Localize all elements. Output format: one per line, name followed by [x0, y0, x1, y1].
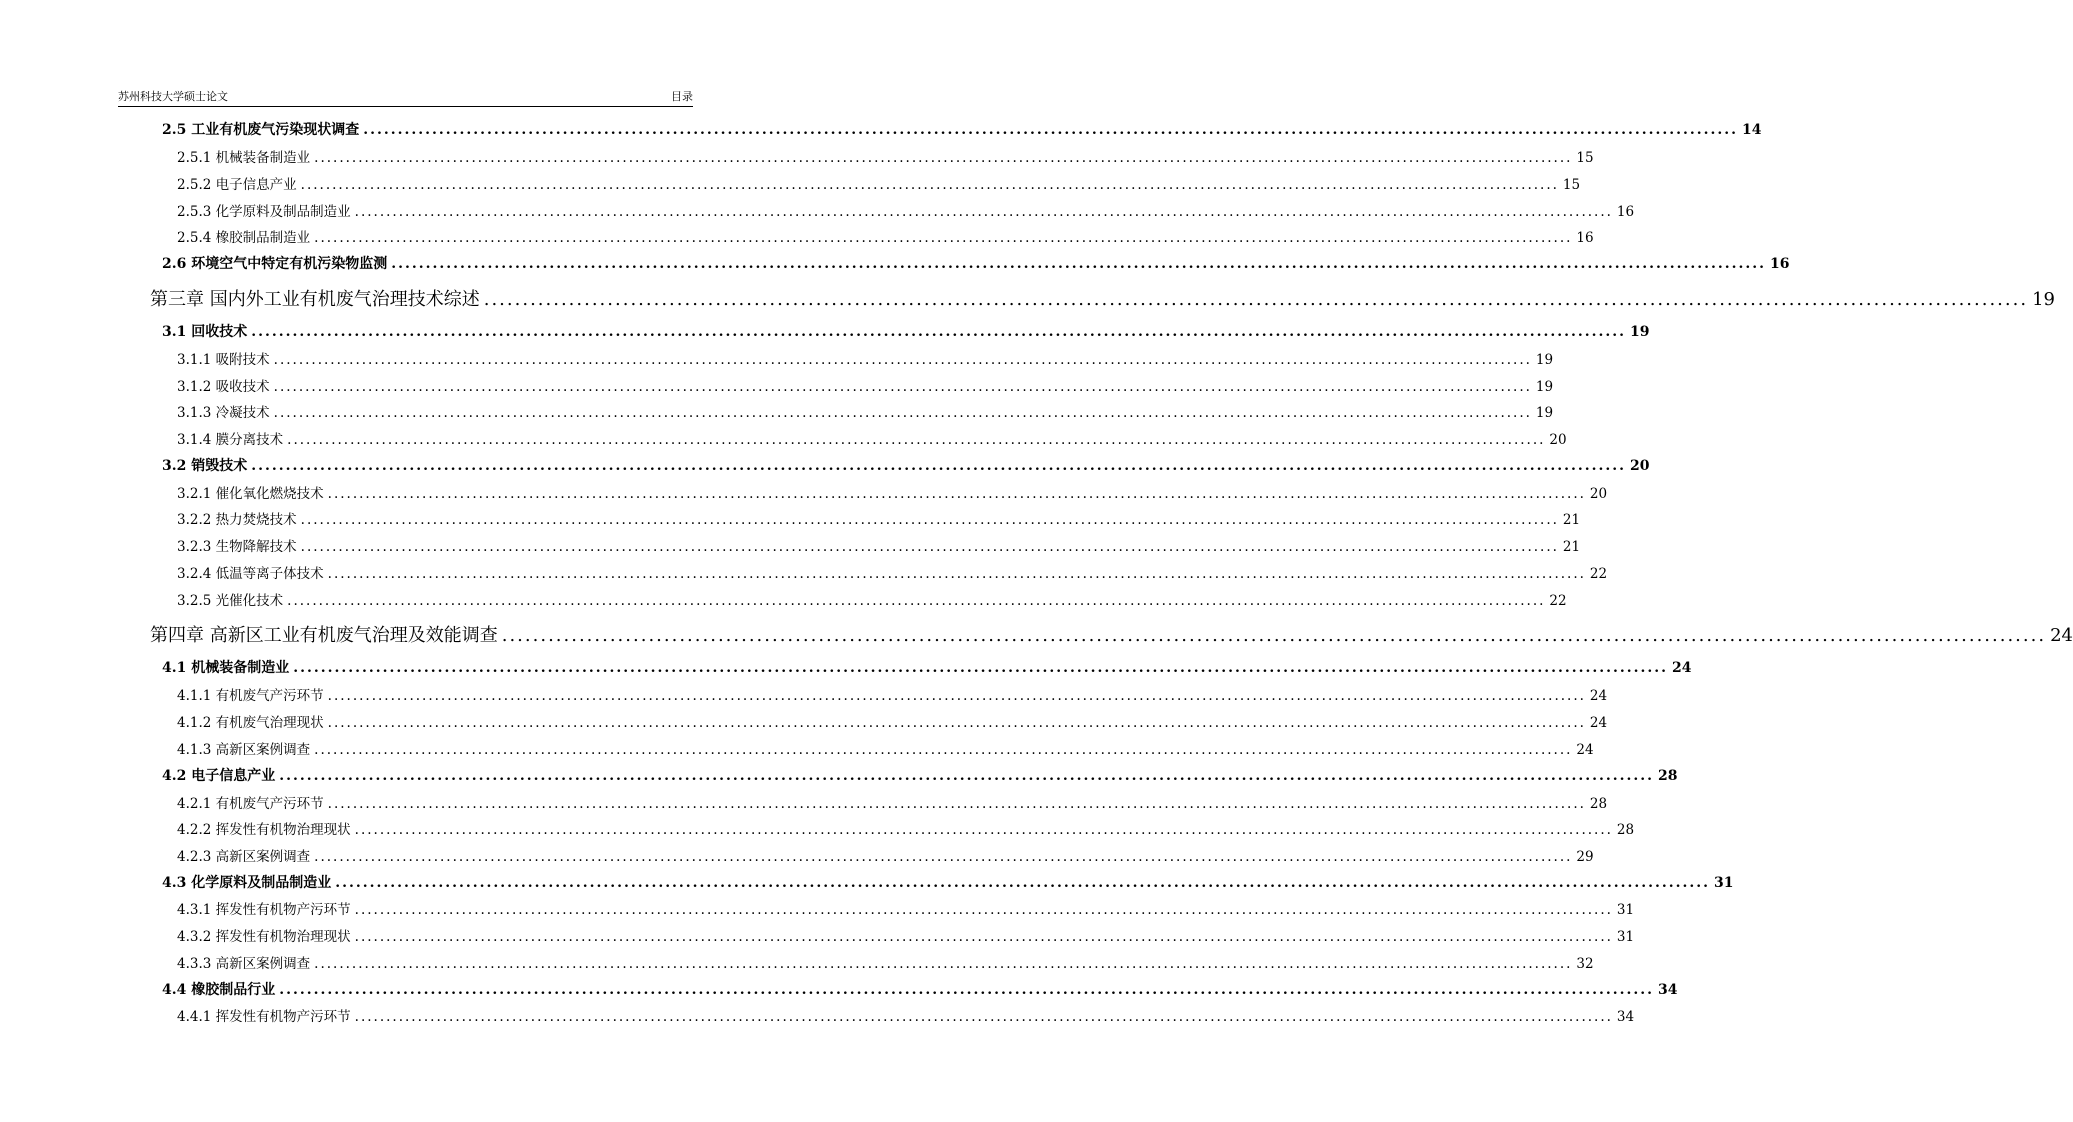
toc-entry-page: 22: [1549, 593, 1567, 609]
toc-entry-page: 32: [1576, 956, 1594, 972]
toc-entry[interactable]: [177, 375, 1554, 395]
toc-leader-dots: ........................................................................................................................................................................................................: [314, 956, 1573, 972]
toc-entry[interactable]: [177, 898, 1635, 918]
toc-entry-page: 20: [1589, 486, 1608, 502]
toc-leader-dots: ........................................................................................................................................................................................................: [327, 715, 1586, 731]
toc-leader-dots: ........................................................................................................................................................................................................: [327, 566, 1586, 582]
toc-entry[interactable]: [162, 657, 1692, 677]
toc-entry-page: 19: [1535, 352, 1554, 368]
toc-entry-title: 3.1.3 冷凝技术: [177, 405, 270, 421]
toc-entry-title: 2.6 环境空气中特定有机污染物监测: [162, 256, 388, 272]
toc-leader-dots: ........................................................................................................................................................................................................: [483, 289, 2029, 310]
toc-entry-page: 24: [1589, 688, 1608, 704]
toc-entry[interactable]: [162, 119, 1762, 139]
toc-entry-page: 28: [1589, 796, 1608, 812]
toc-leader-dots: ........................................................................................................................................................................................................: [314, 742, 1573, 758]
toc-entry[interactable]: [177, 173, 1581, 193]
toc-entry-title: 4.2.1 有机废气产污环节: [177, 796, 324, 812]
toc-entry[interactable]: [177, 562, 1608, 582]
toc-entry-page: 19: [1535, 379, 1554, 395]
toc-leader-dots: ........................................................................................................................................................................................................: [314, 150, 1573, 166]
toc-leader-dots: ........................................................................................................................................................................................................: [363, 122, 1739, 138]
toc-entry-page: 19: [1535, 405, 1554, 421]
toc-entry-page: 20: [1630, 458, 1650, 474]
toc-entry-page: 31: [1616, 902, 1635, 918]
toc-entry-page: 31: [1616, 929, 1635, 945]
toc-entry-title: 4.1.3 高新区案例调查: [177, 742, 311, 758]
toc-entry-page: 24: [1576, 742, 1594, 758]
toc-entry-title: 4.3.3 高新区案例调查: [177, 956, 311, 972]
toc-entry-page: 28: [1658, 768, 1678, 784]
toc-entry-page: 19: [2032, 289, 2055, 310]
toc-leader-dots: ........................................................................................................................................................................................................: [273, 379, 1532, 395]
toc-entry[interactable]: [177, 738, 1594, 758]
toc-leader-dots: ........................................................................................................................................................................................................: [501, 625, 2047, 646]
toc-entry-page: 28: [1616, 822, 1635, 838]
toc-entry[interactable]: [177, 589, 1567, 609]
toc-entry[interactable]: [177, 508, 1581, 528]
toc-entry-page: 24: [1672, 660, 1692, 676]
toc-entry-page: 21: [1562, 539, 1581, 555]
toc-entry-page: 15: [1576, 150, 1594, 166]
toc-entry-title: 4.1.2 有机废气治理现状: [177, 715, 324, 731]
toc-entry-title: 4.3.2 挥发性有机物治理现状: [177, 929, 351, 945]
toc-entry-title: 4.3.1 挥发性有机物产污环节: [177, 902, 351, 918]
toc-entry-title: 2.5.4 橡胶制品制造业: [177, 230, 311, 246]
toc-entry[interactable]: [177, 401, 1554, 421]
toc-entry[interactable]: [177, 711, 1608, 731]
toc-entry[interactable]: [177, 535, 1581, 555]
toc-leader-dots: ........................................................................................................................................................................................................: [273, 352, 1532, 368]
toc-entry[interactable]: [150, 621, 2073, 646]
toc-entry-title: 第四章 高新区工业有机废气治理及效能调查: [150, 625, 498, 646]
toc-leader-dots: ........................................................................................................................................................................................................: [354, 822, 1613, 838]
toc-entry-title: 3.2.4 低温等离子体技术: [177, 566, 324, 582]
toc-entry-title: 2.5 工业有机废气污染现状调查: [162, 122, 360, 138]
toc-entry-page: 24: [1589, 715, 1608, 731]
toc-entry[interactable]: [162, 872, 1734, 892]
toc-entry[interactable]: [177, 952, 1594, 972]
toc-leader-dots: ........................................................................................................................................................................................................: [354, 902, 1613, 918]
toc-leader-dots: ........................................................................................................................................................................................................: [354, 1009, 1613, 1025]
toc-entry-title: 2.5.1 机械装备制造业: [177, 150, 311, 166]
toc-leader-dots: ........................................................................................................................................................................................................: [273, 405, 1532, 421]
toc-entry-page: 34: [1616, 1009, 1635, 1025]
toc-leader-dots: ........................................................................................................................................................................................................: [300, 539, 1559, 555]
toc-entry[interactable]: [162, 321, 1650, 341]
toc-entry[interactable]: [177, 482, 1608, 502]
toc-entry-page: 34: [1658, 982, 1678, 998]
toc-entry-title: 3.2.3 生物降解技术: [177, 539, 297, 555]
toc-leader-dots: ........................................................................................................................................................................................................: [251, 324, 1627, 340]
toc-leader-dots: ........................................................................................................................................................................................................: [251, 458, 1627, 474]
toc-entry-title: 4.2.3 高新区案例调查: [177, 849, 311, 865]
toc-leader-dots: ........................................................................................................................................................................................................: [354, 929, 1613, 945]
toc-entry[interactable]: [177, 226, 1594, 246]
toc-leader-dots: ........................................................................................................................................................................................................: [327, 688, 1586, 704]
toc-entry[interactable]: [177, 792, 1608, 812]
toc-entry-page: 14: [1742, 122, 1762, 138]
toc-entry-page: 29: [1576, 849, 1594, 865]
toc-leader-dots: ........................................................................................................................................................................................................: [314, 849, 1573, 865]
toc-entry-title: 4.2.2 挥发性有机物治理现状: [177, 822, 351, 838]
toc-entry-page: 24: [2050, 625, 2073, 646]
toc-entry-title: 4.4 橡胶制品行业: [162, 982, 276, 998]
toc-entry[interactable]: [162, 765, 1678, 785]
toc-entry-title: 3.1.1 吸附技术: [177, 352, 270, 368]
toc-entry-title: 3.1.4 膜分离技术: [177, 432, 284, 448]
toc-entry-page: 16: [1616, 204, 1635, 220]
toc-entry-page: 19: [1630, 324, 1650, 340]
toc-entry-title: 4.3 化学原料及制品制造业: [162, 875, 332, 891]
toc-entry[interactable]: [177, 818, 1635, 838]
toc-entry-title: 2.5.3 化学原料及制品制造业: [177, 204, 351, 220]
toc-entry-title: 3.2.5 光催化技术: [177, 593, 284, 609]
thesis-title: 苏州科技大学硕士论文: [118, 90, 228, 103]
toc-entry-title: 3.2.1 催化氧化燃烧技术: [177, 486, 324, 502]
toc-entry-page: 21: [1562, 512, 1581, 528]
toc-entry[interactable]: [177, 428, 1567, 448]
toc-entry-title: 4.1 机械装备制造业: [162, 660, 290, 676]
toc-entry-page: 16: [1770, 256, 1790, 272]
toc-leader-dots: ........................................................................................................................................................................................................: [287, 432, 1546, 448]
toc-entry[interactable]: [162, 979, 1678, 999]
toc-entry-page: 16: [1576, 230, 1594, 246]
toc-entry[interactable]: [162, 455, 1650, 475]
toc-leader-dots: ........................................................................................................................................................................................................: [327, 796, 1586, 812]
toc-entry-page: 31: [1714, 875, 1734, 891]
toc-leader-dots: ........................................................................................................................................................................................................: [327, 486, 1586, 502]
toc-entry[interactable]: [177, 925, 1635, 945]
toc-leader-dots: ........................................................................................................................................................................................................: [354, 204, 1613, 220]
toc-leader-dots: ........................................................................................................................................................................................................: [391, 256, 1767, 272]
toc-entry-title: 2.5.2 电子信息产业: [177, 177, 297, 193]
toc-entry-title: 3.2.2 热力焚烧技术: [177, 512, 297, 528]
toc-entry-title: 3.2 销毁技术: [162, 458, 248, 474]
toc-leader-dots: ........................................................................................................................................................................................................: [279, 982, 1655, 998]
toc-entry[interactable]: [150, 285, 2055, 310]
section-label: 目录: [671, 90, 693, 103]
toc-entry[interactable]: [177, 348, 1554, 368]
toc-leader-dots: ........................................................................................................................................................................................................: [335, 875, 1711, 891]
toc-leader-dots: ........................................................................................................................................................................................................: [314, 230, 1573, 246]
toc-entry-title: 4.4.1 挥发性有机物产污环节: [177, 1009, 351, 1025]
page-header: [118, 86, 693, 107]
toc-leader-dots: ........................................................................................................................................................................................................: [279, 768, 1655, 784]
toc-entry-page: 20: [1549, 432, 1567, 448]
toc-entry[interactable]: [177, 684, 1608, 704]
toc-entry-page: 22: [1589, 566, 1608, 582]
toc-entry-title: 4.1.1 有机废气产污环节: [177, 688, 324, 704]
toc-entry-title: 第三章 国内外工业有机废气治理技术综述: [150, 289, 480, 310]
toc-entry-title: 3.1 回收技术: [162, 324, 248, 340]
toc-entry[interactable]: [177, 1005, 1635, 1025]
toc-entry[interactable]: [177, 200, 1635, 220]
toc-entry[interactable]: [177, 845, 1594, 865]
toc-entry[interactable]: [162, 253, 1790, 273]
toc-leader-dots: ........................................................................................................................................................................................................: [300, 177, 1559, 193]
toc-entry-title: 3.1.2 吸收技术: [177, 379, 270, 395]
toc-leader-dots: ........................................................................................................................................................................................................: [287, 593, 1546, 609]
toc-entry-page: 15: [1562, 177, 1581, 193]
toc-entry-title: 4.2 电子信息产业: [162, 768, 276, 784]
toc-entry[interactable]: [177, 146, 1594, 166]
toc-leader-dots: ........................................................................................................................................................................................................: [300, 512, 1559, 528]
toc-leader-dots: ........................................................................................................................................................................................................: [293, 660, 1669, 676]
